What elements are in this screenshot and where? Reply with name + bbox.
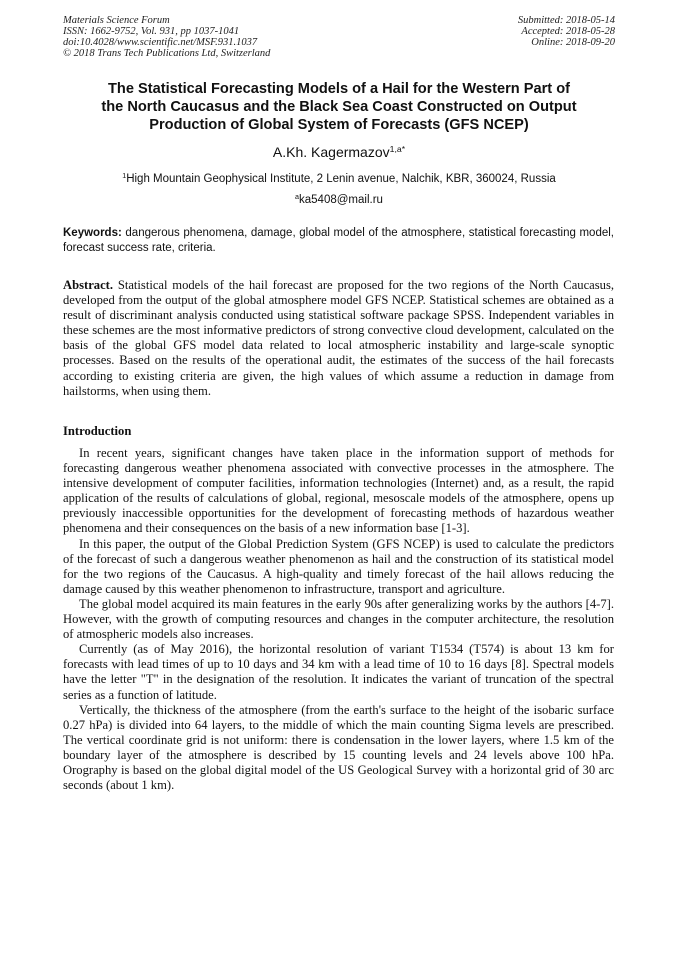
online-date: Online: 2018-09-20 <box>531 37 615 48</box>
submitted-date: Submitted: 2018-05-14 <box>517 15 615 26</box>
affiliation-text: High Mountain Geophysical Institute, 2 Lenin avenue, Nalchik, KBR, 360024, Russia <box>126 173 556 185</box>
paper-title <box>60 80 618 134</box>
abstract-block <box>63 278 614 399</box>
paragraph: Vertically, the thickness of the atmosphere (from the earth's surface to the height of the isobaric surface 0.27 hPa) is divided into 64 layers, to the middle of which the main counting Sigma levels are prescribed. The vertical coordinate grid is not uniform: there is condensation in the lower layers, where 1.5 km of the boundary layer of the atmosphere is described by 15 counting levels and 24 levels above 100 hPa. Orography is based on the global digital model of the US Geological Survey with a horizontal grid of 30 arc seconds (about 1 km). <box>63 702 614 793</box>
email-superscript: a <box>295 193 300 202</box>
paragraph: In recent years, significant changes have taken place in the information support of methods for forecasting dangerous weather phenomena associated with convective processes in the atmosphere. The intensive development of computer facilities, information technologies (Internet) and, as a result, the rapid application of the results of calculations of global, regional, mesoscale models of the atmosphere, opens up previously inaccessible opportunities for the development of forecasting methods of hazardous weather phenomena and their consequences on the basis of a new information base [1-3]. <box>63 446 614 536</box>
abstract-text: Statistical models of the hail forecast are proposed for the two regions of the North Caucasus, developed from the output of the global atmosphere model GFS NCEP. Statistical schemes are obtained as a result of discriminant analysis conducted using statistical software package SPSS. Independent variables in these schemes are the most informative predictors of strong convective cloud development, calculated on the basis of the global GFS model data related to local atmospheric instability and large-scale synoptic processes. Based on the results of the operational audit, the estimates of the success of the hail forecasts according to existing criteria are given, the high values of which assume a reduction in damage from hailstorms, when using them. <box>63 278 615 398</box>
copyright-line: © 2018 Trans Tech Publications Ltd, Switzerland <box>63 48 271 59</box>
title-line: The Statistical Forecasting Models of a Hail for the Western Part of <box>108 81 570 97</box>
doi-line: doi:10.4028/www.scientific.net/MSF.931.1037 <box>63 37 258 48</box>
accepted-date: Accepted: 2018-05-28 <box>521 26 615 37</box>
email-address: ka5408@mail.ru <box>299 194 383 206</box>
email-line <box>63 193 615 207</box>
paragraph: In this paper, the output of the Global Prediction System (GFS NCEP) is used to calculate the predictors of the forecast of such a dangerous weather phenomenon as hail and the construction of its statistical model for the two regions of the Caucasus. A high-quality and timely forecast of the hail allows reducing the damage caused by this weather phenomenon to infrastructure, transport and agriculture. <box>63 536 614 596</box>
paragraph: Currently (as of May 2016), the horizontal resolution of variant T1534 (T574) is about 13 km for forecasts with lead times of up to 10 days and 34 km with a lead time of 10 to 16 days [8]. Spectral models have the letter "T" in the designation of the resolution. It indicates the variant of truncation of the spectral series as a function of latitude. <box>63 642 614 702</box>
affiliation-line <box>63 172 615 186</box>
introduction-heading: Introduction <box>63 424 132 438</box>
title-line: Production of Global System of Forecasts (GFS NCEP) <box>149 117 529 133</box>
affiliation-superscript: 1 <box>122 172 127 181</box>
journal-header <box>63 15 270 59</box>
title-line: the North Caucasus and the Black Sea Coast Constructed on Output <box>101 99 577 115</box>
keywords-block <box>63 226 614 256</box>
introduction-body <box>63 446 614 793</box>
author-superscript: 1,a* <box>389 144 406 155</box>
paragraph: The global model acquired its main features in the early 90s after generalizing works by the authors [4-7]. However, with the growth of computing resources and changes in the computer architecture, the resolution of atmospheric models also increases. <box>63 596 614 642</box>
dates-header <box>518 15 615 48</box>
issn-line: ISSN: 1662-9752, Vol. 931, pp 1037-1041 <box>63 26 240 37</box>
author-name: A.Kh. Kagermazov <box>272 144 390 160</box>
journal-name: Materials Science Forum <box>63 15 170 26</box>
keywords-text: dangerous phenomena, damage, global model of the atmosphere, statistical forecasting model, forecast success rate, criteria. <box>63 227 614 254</box>
abstract-label: Abstract. <box>63 278 114 292</box>
keywords-label: Keywords: <box>63 227 122 239</box>
author-line <box>63 144 615 160</box>
